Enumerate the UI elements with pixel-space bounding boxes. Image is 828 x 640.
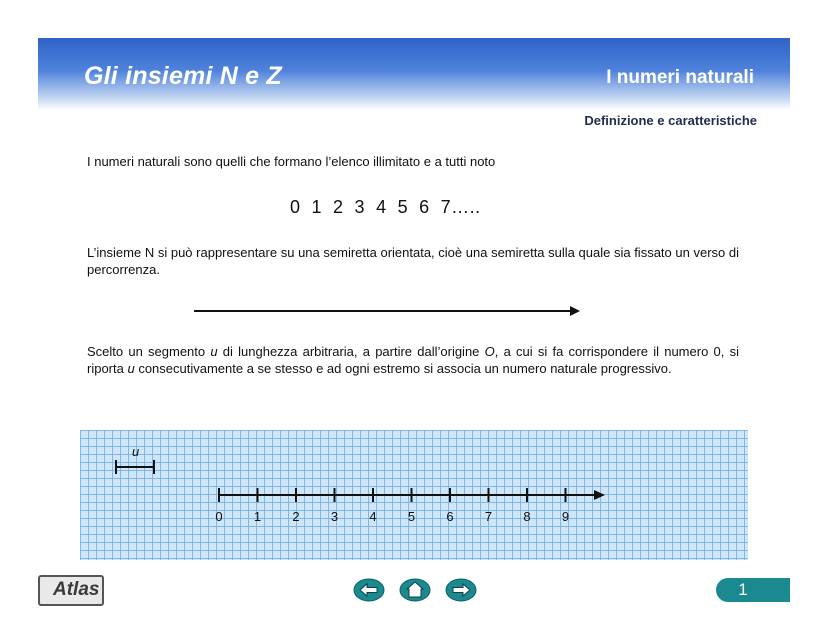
sequence-number: 2	[333, 197, 344, 217]
page-subtitle: I numeri naturali	[606, 67, 754, 88]
semiretta-paragraph: L’insieme N si può rappresentare su una semiretta orientata, cioè una semiretta sulla quale sia fissato un verso di percorrenza.	[87, 245, 739, 277]
sequence-number: 1	[311, 197, 323, 217]
home-button[interactable]	[399, 578, 431, 602]
text-run: di lunghezza arbitraria, a partire dall’origine	[217, 344, 485, 359]
oriented-ray-arrow	[190, 302, 590, 322]
segmento-paragraph	[87, 343, 739, 377]
number-line-tick-label: 9	[561, 509, 570, 524]
unit-segment	[116, 460, 154, 474]
variable-o: O	[484, 344, 495, 359]
number-line-tick-label: 3	[330, 509, 339, 524]
page-number: 1	[738, 580, 748, 599]
number-line-tick-label: 5	[407, 509, 416, 524]
atlas-logo	[38, 575, 104, 606]
sequence-number: 6	[419, 197, 430, 217]
grid-number-line-panel	[80, 430, 748, 560]
segment-u-label: u	[132, 444, 140, 459]
intro-paragraph: I numeri naturali sono quelli che formano l’elenco illimitato e a tutti noto	[87, 154, 496, 169]
page-title: Gli insiemi N e Z	[84, 62, 282, 90]
sequence-number: 3	[354, 197, 366, 217]
number-line-tick-label: 1	[253, 509, 262, 524]
section-title: Definizione e caratteristiche	[584, 113, 757, 128]
next-button[interactable]	[445, 578, 477, 602]
sequence-number-ellipsis: 7…..	[440, 197, 481, 217]
number-line-tick-label: 0	[215, 509, 223, 524]
prev-button[interactable]	[353, 578, 385, 602]
number-line-tick-label: 8	[523, 509, 531, 524]
header-banner	[38, 38, 790, 110]
text-run: Scelto un segmento	[87, 344, 211, 359]
text-run: consecutivamente a se stesso e ad ogni estremo si associa un numero naturale progressivo.	[134, 361, 672, 376]
variable-u: u	[127, 361, 135, 376]
logo-text: Atlas	[53, 579, 100, 600]
sequence-number: 4	[376, 197, 387, 217]
number-line-tick-label: 6	[446, 509, 454, 524]
number-sequence	[290, 197, 492, 218]
sequence-number: 5	[397, 197, 409, 217]
page-number-tab	[716, 578, 790, 602]
number-line-drawing	[80, 430, 748, 560]
number-line-arrowhead	[594, 490, 605, 500]
number-line-tick-label: 4	[369, 509, 377, 524]
number-line-tick-label: 7	[484, 509, 493, 524]
text-run: , a cui si fa corrispondere il numero 0, si riporta	[87, 344, 739, 376]
number-line-tick-label: 2	[292, 509, 300, 524]
variable-u: u	[210, 344, 218, 359]
number-line-ticks	[215, 488, 569, 524]
sequence-number: 0	[290, 197, 301, 217]
